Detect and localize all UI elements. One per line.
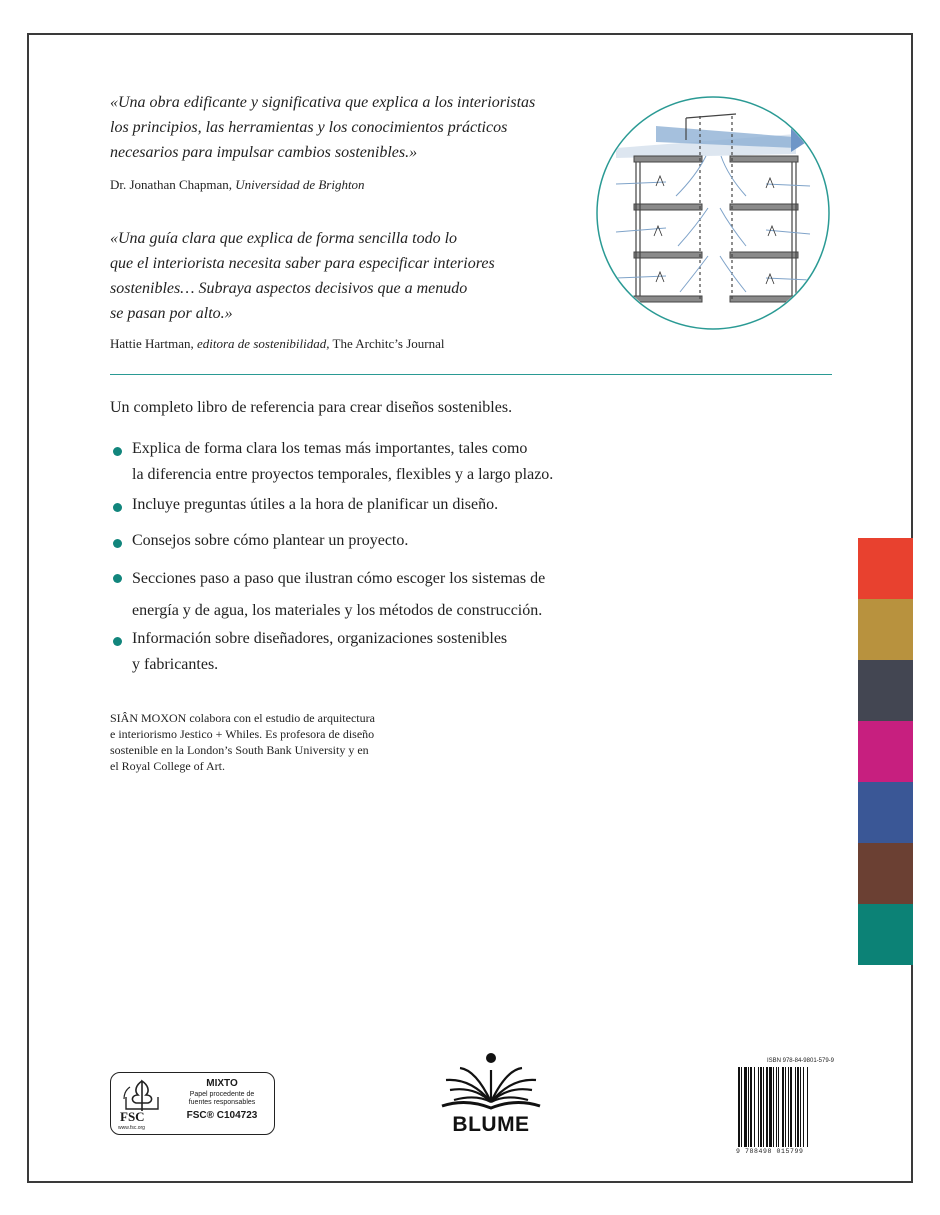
bullet-item-2: Incluye preguntas útiles a la hora de planificar un diseño. (132, 496, 499, 513)
barcode-bar (741, 1067, 742, 1147)
barcode-bar (788, 1067, 789, 1147)
fsc-subtitle: Papel procedente de fuentes responsables (188, 1091, 256, 1106)
barcode-bar (744, 1067, 747, 1147)
color-swatch (858, 660, 913, 721)
bullet-dot-icon (113, 637, 122, 646)
color-swatch (858, 782, 913, 843)
bullet-dot-icon (113, 503, 122, 512)
color-swatch (858, 721, 913, 782)
fsc-code: FSC® C104723 (186, 1110, 258, 1121)
barcode-bar (758, 1067, 759, 1147)
isbn-barcode (736, 1058, 834, 1160)
barcode-bar (778, 1067, 779, 1147)
quote-2-affiliation: editora de sostenibilidad, (197, 336, 330, 351)
quote-1-text: «Una obra edificante y significativa que explica a los interioristas los principios, las herramientas y los conocimientos prácticos necesarios para impulsar cambios sostenibles.» (110, 94, 536, 161)
bullet-item-1: Explica de forma clara los temas más importantes, tales como la diferencia entre proyectos temporales, flexibles y a largo plazo. (132, 440, 554, 483)
color-swatch (858, 904, 913, 965)
bullet-dot-icon (113, 574, 122, 583)
color-swatch (858, 599, 913, 660)
bullet-dot-icon (113, 539, 122, 548)
barcode-bar (807, 1067, 808, 1147)
barcode-bar (760, 1067, 762, 1147)
bullet-item-5: Información sobre diseñadores, organizaciones sostenibles y fabricantes. (132, 630, 508, 673)
bullet-dot-icon (113, 447, 122, 456)
author-bio: SIÂN MOXON colabora con el estudio de arquitectura e interiorismo Jestico + Whiles. Es profesora de diseño sostenible en la London’s South Bank University y en el Royal College of Art. (110, 711, 375, 773)
barcode-bar (785, 1067, 786, 1147)
fsc-title: MIXTO (206, 1078, 238, 1089)
barcode-bar (769, 1067, 772, 1147)
barcode-bar (797, 1067, 799, 1147)
barcode-bar (766, 1067, 768, 1147)
fsc-badge (110, 1072, 275, 1135)
barcode-bar (795, 1067, 796, 1147)
barcode-bar (803, 1067, 804, 1147)
barcode-bar (773, 1067, 774, 1147)
open-book-icon (436, 1050, 546, 1112)
color-swatch (858, 538, 913, 599)
bullet-item-3: Consejos sobre cómo plantear un proyecto. (132, 532, 409, 549)
barcode-digits: 9 788498 015799 (736, 1148, 804, 1155)
barcode-bar (738, 1067, 740, 1147)
barcode-bar (790, 1067, 792, 1147)
fsc-text (173, 1078, 271, 1121)
intro-text: Un completo libro de referencia para crear diseños sostenibles. (110, 399, 513, 416)
barcode-bar (800, 1067, 801, 1147)
barcode-bar (776, 1067, 777, 1147)
quote-1-author: Dr. Jonathan Chapman, (110, 177, 233, 192)
barcode-bar (750, 1067, 752, 1147)
fsc-wordmark: FSC (120, 1109, 145, 1124)
bullet-item-4: Secciones paso a paso que ilustran cómo escoger los sistemas de energía y de agua, los materiales y los métodos de construcción. (132, 570, 546, 619)
barcode-bar (748, 1067, 749, 1147)
barcode-bar (754, 1067, 755, 1147)
barcode-bar (763, 1067, 764, 1147)
quote-1-attribution (110, 177, 365, 193)
publisher-name: BLUME (452, 1113, 530, 1136)
ventilation-illustration (596, 96, 830, 330)
barcode-bar (782, 1067, 784, 1147)
isbn-label: ISBN 978-84-9801-579-9 (766, 1058, 834, 1064)
publisher-logo (436, 1050, 546, 1140)
barcode-bars (736, 1067, 834, 1149)
color-swatch (858, 843, 913, 904)
quote-2-publication: The Architc’s Journal (332, 336, 445, 351)
quote-2-attribution (110, 336, 444, 352)
quote-1-affiliation: Universidad de Brighton (235, 177, 365, 192)
section-divider (110, 374, 832, 375)
fsc-url: www.fsc.org (118, 1125, 145, 1131)
quote-2-text: «Una guía clara que explica de forma sencilla todo lo que el interiorista necesita saber para especificar interiores sostenibles… Subraya aspectos decisivos que a menudo se pasan por alto.» (110, 230, 495, 322)
quote-2-author: Hattie Hartman, (110, 336, 194, 351)
